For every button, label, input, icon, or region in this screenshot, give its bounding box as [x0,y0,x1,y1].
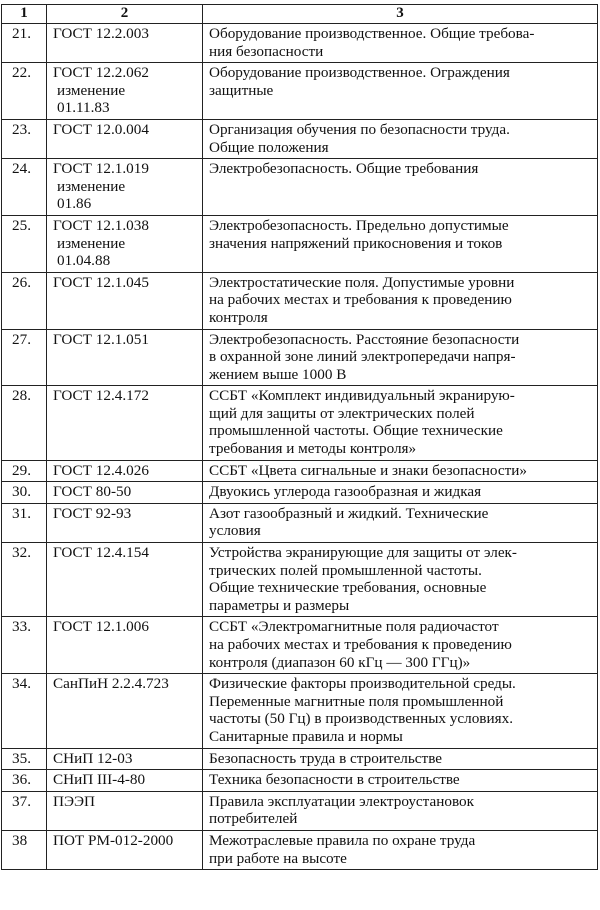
row-number: 21. [2,24,47,63]
standard-title-line: ССБТ «Комплект индивидуальный экранирую- [209,387,515,405]
standard-code-line: ГОСТ 12.0.004 [53,120,149,138]
standard-code [47,460,203,482]
standard-title [203,748,598,770]
table-row [2,460,598,482]
standards-table [1,4,598,870]
standard-title [203,617,598,674]
standard-code-line: ГОСТ 12.2.062 [53,64,149,82]
standard-title-line: промышленной частоты. Общие технические [209,422,503,440]
row-number: 24. [2,159,47,216]
table-row [2,119,598,158]
standard-code-line: СНиП 12-03 [53,749,133,767]
standard-title [203,329,598,386]
row-number: 35. [2,748,47,770]
standard-title [203,215,598,272]
row-number: 33. [2,617,47,674]
standard-title [203,159,598,216]
standard-title-line: трических полей промышленной частоты. [209,561,482,579]
table-row [2,830,598,869]
standard-title-line: Техника безопасности в строительстве [209,771,460,789]
table-row [2,543,598,617]
standard-revision-line: изменение [57,177,126,195]
standard-title-line: потребителей [209,810,298,828]
standard-title-line: Санитарные правила и нормы [209,727,403,745]
table-row [2,748,598,770]
standard-title [203,503,598,542]
standard-code-line: ГОСТ 12.1.051 [53,330,149,348]
standard-title-line: значения напряжений прикосновения и токов [209,234,503,252]
standard-title [203,272,598,329]
standard-title-line: щий для защиты от электрических полей [209,404,475,422]
row-number: 38 [2,830,47,869]
standard-code [47,482,203,504]
table-row [2,674,598,748]
standard-title-line: Электробезопасность. Предельно допустимые [209,216,509,234]
standard-code-line: ГОСТ 12.4.154 [53,544,149,562]
row-number: 25. [2,215,47,272]
standard-code-line: СНиП III-4-80 [53,771,146,789]
row-number: 27. [2,329,47,386]
standard-title-line: требования и методы контроля» [209,440,417,458]
standard-code-line: ГОСТ 80-50 [53,483,132,501]
standard-title-line: параметры и размеры [209,596,350,614]
standard-title-line: условия [209,522,261,540]
table-row [2,791,598,830]
standard-title-line: защитные [209,81,274,99]
row-number: 26. [2,272,47,329]
standard-title-line: Электростатические поля. Допустимые уровни [209,273,515,291]
standard-code-line: ГОСТ 12.1.006 [53,618,149,636]
standard-code [47,617,203,674]
standard-code [47,830,203,869]
standard-code-line: ГОСТ 12.2.003 [53,25,149,42]
standard-title-line: контроля [209,308,268,326]
standard-code-line: ГОСТ 92-93 [53,504,132,522]
table-row [2,386,598,460]
standard-title [203,482,598,504]
standard-code-line: ГОСТ 12.1.019 [53,160,149,178]
standard-code-line: ГОСТ 12.1.045 [53,273,149,291]
standard-code [47,329,203,386]
column-header-number: 1 [2,5,47,24]
standard-code-line: ПОТ РМ-012-2000 [53,831,174,849]
column-header-title: 3 [203,5,598,24]
column-header-code: 2 [47,5,203,24]
header-row [2,5,598,24]
row-number: 30. [2,482,47,504]
standard-title-line: Общие положения [209,138,329,156]
standard-title-line: Безопасность труда в строительстве [209,749,443,767]
standard-code [47,503,203,542]
standard-code-line: ГОСТ 12.4.026 [53,461,149,479]
table-row [2,272,598,329]
standard-revision-line: изменение [57,234,126,252]
standard-title-line: Оборудование производственное. Общие требова- [209,25,535,42]
table-body [2,24,598,870]
standard-title-line: Физические факторы производительной среды. [209,675,516,693]
row-number: 29. [2,460,47,482]
row-number: 28. [2,386,47,460]
standard-title-line: ССБТ «Электромагнитные поля радиочастот [209,618,499,636]
standard-code [47,748,203,770]
standard-title-line: Общие технические требования, основные [209,579,487,597]
row-number: 22. [2,63,47,120]
standard-title-line: на рабочих местах и требования к проведению [209,291,512,309]
standard-title-line: Организация обучения по безопасности труда. [209,120,510,138]
row-number: 37. [2,791,47,830]
standard-code [47,215,203,272]
standard-title-line: ССБТ «Цвета сигнальные и знаки безопасности» [209,461,527,479]
row-number: 32. [2,543,47,617]
standard-title-line: Оборудование производственное. Ограждения [209,64,510,82]
standard-code [47,386,203,460]
standard-title [203,24,598,63]
table-row [2,770,598,792]
standard-title-line: Устройства экранирующие для защиты от элек- [209,544,517,562]
table-row [2,503,598,542]
standard-code-line: СанПиН 2.2.4.723 [53,675,169,693]
table-row [2,617,598,674]
standard-title [203,674,598,748]
standard-title [203,543,598,617]
standard-title-line: жением выше 1000 В [209,365,347,383]
standard-title-line: частоты (50 Гц) в производственных условиях. [209,710,513,728]
standard-title [203,770,598,792]
standard-title-line: Азот газообразный и жидкий. Технические [209,504,489,522]
standard-code-line: ПЭЭП [53,792,95,810]
standard-code [47,272,203,329]
standard-title [203,386,598,460]
standard-title-line: Электробезопасность. Расстояние безопасности [209,330,520,348]
standard-title-line: ния безопасности [209,42,324,60]
standard-title [203,63,598,120]
standard-revision-line: 01.11.83 [57,99,110,117]
standard-title-line: Межотраслевые правила по охране труда [209,831,476,849]
standard-title [203,460,598,482]
standard-code [47,24,203,63]
standard-revision-line: изменение [57,81,126,99]
table-row [2,159,598,216]
standard-title-line: Двуокись углерода газообразная и жидкая [209,483,482,501]
standard-code [47,63,203,120]
standard-code [47,159,203,216]
standard-title-line: на рабочих местах и требования к проведению [209,636,512,653]
row-number: 23. [2,119,47,158]
standard-title [203,830,598,869]
standard-title-line: при работе на высоте [209,849,347,867]
standard-code [47,791,203,830]
table-row [2,215,598,272]
standard-code [47,543,203,617]
standard-title [203,119,598,158]
standard-title-line: в охранной зоне линий электропередачи напря- [209,348,516,366]
standard-code [47,674,203,748]
standard-code [47,770,203,792]
row-number: 31. [2,503,47,542]
standard-title-line: Правила эксплуатации электроустановок [209,792,475,810]
standard-title-line: Переменные магнитные поля промышленной [209,692,504,710]
table-row [2,329,598,386]
standard-revision-line: 01.86 [57,195,92,213]
row-number: 34. [2,674,47,748]
row-number: 36. [2,770,47,792]
document-page [1,4,597,870]
standard-title [203,791,598,830]
standard-title-line: Электробезопасность. Общие требования [209,160,479,178]
standard-code-line: ГОСТ 12.4.172 [53,387,149,405]
table-row [2,482,598,504]
table-row [2,24,598,63]
standard-code [47,119,203,158]
standard-title-line: контроля (диапазон 60 кГц — 300 ГГц)» [209,653,471,671]
table-row [2,63,598,120]
standard-revision-line: 01.04.88 [57,252,111,270]
standard-code-line: ГОСТ 12.1.038 [53,216,149,234]
